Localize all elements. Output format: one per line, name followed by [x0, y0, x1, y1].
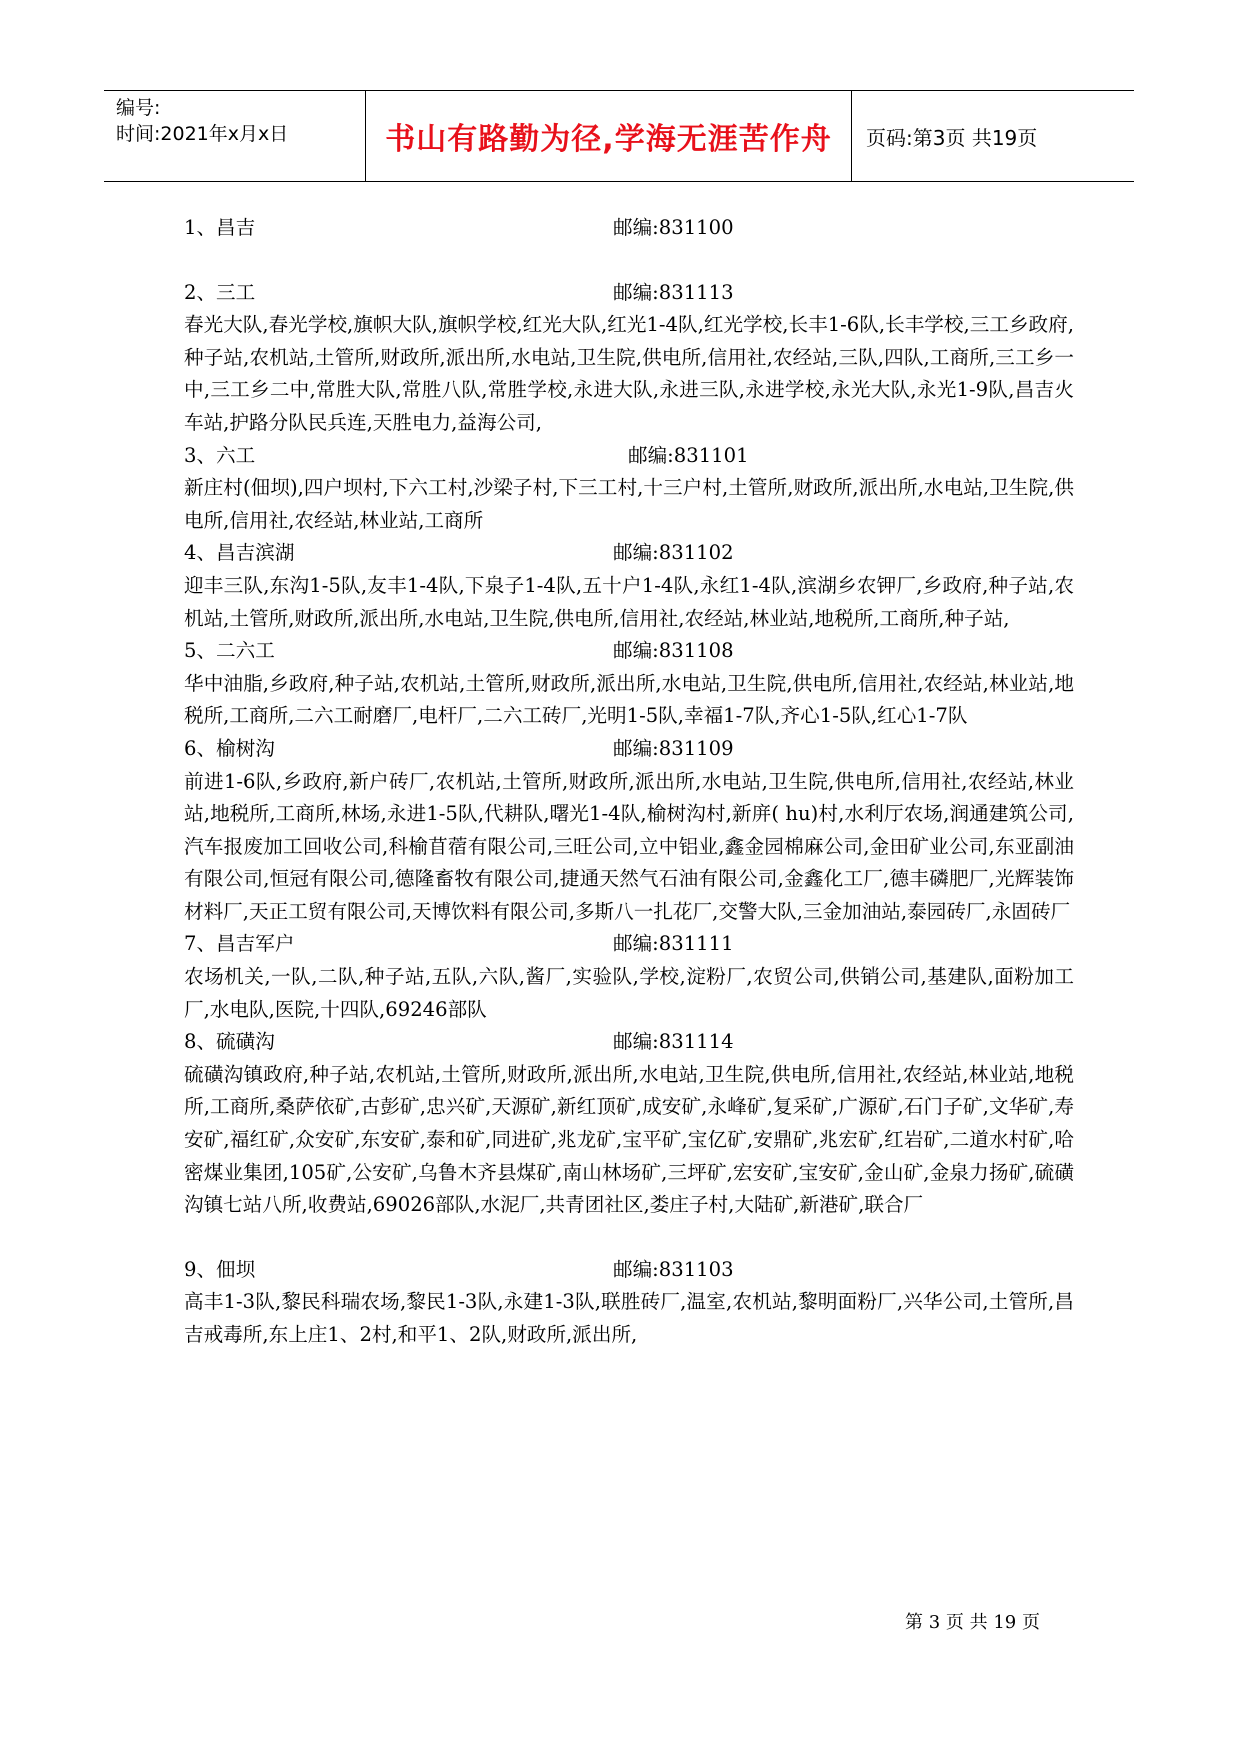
- section-heading-3: [184, 440, 1074, 473]
- section-zip: 邮编:831114: [613, 1030, 734, 1054]
- section-title: 7、昌吉军户: [184, 932, 295, 956]
- blank-line: [184, 1222, 1074, 1254]
- document-number-label: 编号:: [116, 97, 161, 119]
- document-time: 时间:2021年x月x日: [116, 123, 289, 145]
- section-heading-4: [184, 537, 1074, 570]
- section-zip: 邮编:831108: [613, 639, 734, 663]
- section-title: 4、昌吉滨湖: [184, 541, 295, 565]
- section-heading-8: [184, 1026, 1074, 1059]
- section-text: 春光大队,春光学校,旗帜大队,旗帜学校,红光大队,红光1-4队,红光学校,长丰1-6队,长丰学校,三工乡政府,种子站,农机站,土管所,财政所,派出所,水电站,卫生院,供电所,信用社,农经站,三队,四队,工商所,三工乡一中,三工乡二中,常胜大队,常胜八队,常胜学校,永进大队,永进三队,永进学校,永光大队,永光1-9队,昌吉火车站,护路分队民兵连,天胜电力,益海公司,: [184, 313, 1074, 434]
- section-zip: 邮编:831102: [613, 541, 734, 565]
- section-text: 硫磺沟镇政府,种子站,农机站,土管所,财政所,派出所,水电站,卫生院,供电所,信用社,农经站,林业站,地税所,工商所,桑萨依矿,古彭矿,忠兴矿,天源矿,新红顶矿,成安矿,永峰矿,复采矿,广源矿,石门子矿,文华矿,寿安矿,福红矿,众安矿,东安矿,泰和矿,同进矿,兆龙矿,宝平矿,宝亿矿,安鼎矿,兆宏矿,红岩矿,二道水村矿,哈密煤业集团,105矿,公安矿,乌鲁木齐县煤矿,南山林场矿,三坪矿,宏安矿,宝安矿,金山矿,金泉力扬矿,硫磺沟镇七站八所,收费站,69026部队,水泥厂,共青团社区,娄庄子村,大陆矿,新港矿,联合厂: [184, 1062, 1074, 1217]
- section-zip: 邮编:831113: [613, 280, 734, 304]
- header-meta: [104, 91, 366, 181]
- section-heading-9: [184, 1254, 1074, 1287]
- section-title: 1、昌吉: [184, 216, 256, 239]
- section-zip: 邮编:831111: [613, 932, 734, 956]
- section-text: 农场机关,一队,二队,种子站,五队,六队,酱厂,实验队,学校,淀粉厂,农贸公司,供销公司,基建队,面粉加工厂,水电队,医院,十四队,69246部队: [184, 965, 1074, 1021]
- section-title: 6、榆树沟: [184, 736, 275, 760]
- section-zip: 邮编:831109: [613, 736, 734, 760]
- section-zip: 邮编:831100: [613, 216, 734, 239]
- section-text: 新庄村(佃坝),四户坝村,下六工村,沙梁子村,下三工村,十三户村,土管所,财政所,派出所,水电站,卫生院,供电所,信用社,农经站,林业站,工商所: [184, 476, 1074, 532]
- blank-line: [184, 245, 1074, 277]
- page-footer: 第 3 页 共 19 页: [905, 1612, 1040, 1633]
- section-heading-7: [184, 928, 1074, 961]
- section-text: 华中油脂,乡政府,种子站,农机站,土管所,财政所,派出所,水电站,卫生院,供电所,信用社,农经站,林业站,地税所,工商所,二六工耐磨厂,电杆厂,二六工砖厂,光明1-5队,幸福1-7队,齐心1-5队,红心1-7队: [184, 671, 1074, 728]
- header-motto: 书山有路勤为径,学海无涯苦作舟: [366, 91, 852, 181]
- section-heading-2: [184, 277, 1074, 310]
- section-zip: 邮编:831103: [613, 1257, 734, 1281]
- section-text: 迎丰三队,东沟1-5队,友丰1-4队,下泉子1-4队,五十户1-4队,永红1-4队,滨湖乡农钾厂,乡政府,种子站,农机站,土管所,财政所,派出所,水电站,卫生院,供电所,信用社,农经站,林业站,地税所,工商所,种子站,: [184, 573, 1074, 630]
- section-title: 9、佃坝: [184, 1257, 256, 1281]
- section-text: 前进1-6队,乡政府,新户砖厂,农机站,土管所,财政所,派出所,水电站,卫生院,供电所,信用社,农经站,林业站,地税所,工商所,林场,永进1-5队,代耕队,曙光1-4队,榆树沟村,新庰( hu)村,水利厅农场,润通建筑公司,汽车报废加工回收公司,科榆苜蓿有限公司,三旺公司,立中铝业,鑫金园棉麻公司,金田矿业公司,东亚副油有限公司,恒冠有限公司,德隆畜牧有限公司,捷通天然气石油有限公司,金鑫化工厂,德丰磷肥厂,光辉装饰材料厂,天正工贸有限公司,天博饮料有限公司,多斯八一扎花厂,交警大队,三金加油站,泰园砖厂,永固砖厂: [184, 769, 1074, 923]
- document-body: [184, 212, 1074, 1352]
- section-heading-6: [184, 733, 1074, 766]
- page-header: [104, 90, 1134, 182]
- section-title: 2、三工: [184, 280, 256, 304]
- header-page-code: 页码:第3页 共19页: [866, 125, 1038, 150]
- section-title: 5、二六工: [184, 639, 275, 663]
- section-text: 高丰1-3队,黎民科瑞农场,黎民1-3队,永建1-3队,联胜砖厂,温室,农机站,黎明面粉厂,兴华公司,土管所,昌吉戒毒所,东上庄1、2村,和平1、2队,财政所,派出所,: [184, 1290, 1074, 1346]
- section-zip: 邮编:831101: [628, 443, 749, 467]
- section-heading-1: [184, 212, 1074, 245]
- section-heading-5: [184, 635, 1074, 668]
- section-title: 8、硫磺沟: [184, 1030, 275, 1054]
- section-title: 3、六工: [184, 443, 256, 467]
